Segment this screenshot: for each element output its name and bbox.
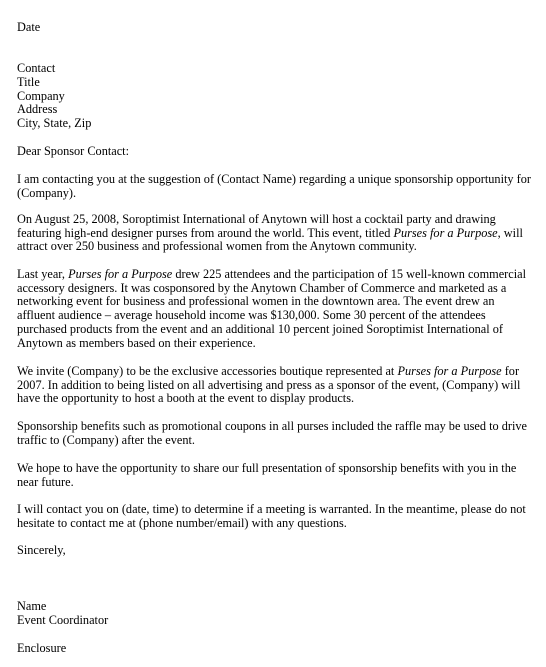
text-run: drew 225 attendees and the participation of 15 well-known commercial <box>172 267 527 281</box>
text-run: featuring high-end designer purses from around the world. This event, titled <box>17 225 394 240</box>
paragraph-1-line: I am contacting you at the suggestion of (Contact Name) regarding a unique sponsorship opportunity for <box>17 172 531 186</box>
recipient-city-state-zip: City, State, Zip <box>17 116 92 130</box>
recipient-contact: Contact <box>17 61 56 75</box>
paragraph-2-line: attract over 250 business and professional women from the Anytown community. <box>17 239 417 254</box>
paragraph-1 <box>17 172 531 200</box>
paragraph-3-line: networking event for business and professional women in the downtown area. The event drew an <box>17 294 495 309</box>
paragraph-2-line: On August 25, 2008, Soroptimist International of Anytown will host a cocktail party and drawing <box>17 212 496 226</box>
enclosure-note: Enclosure <box>17 641 67 655</box>
paragraph-5-line: traffic to (Company) after the event. <box>17 432 196 447</box>
paragraph-6-line: near future. <box>17 474 74 489</box>
signature-title: Event Coordinator <box>17 613 109 627</box>
paragraph-2-line <box>17 227 527 241</box>
recipient-company: Company <box>17 89 65 103</box>
letter-date: Date <box>17 20 41 34</box>
paragraph-3-line <box>17 268 527 282</box>
event-title: Purses for a Purpose <box>397 364 502 378</box>
paragraph-7-line: I will contact you on (date, time) to determine if a meeting is warranted. In the meantime, please do not <box>17 502 526 516</box>
text-run: Last year, <box>17 267 69 281</box>
paragraph-7 <box>17 503 527 530</box>
paragraph-4 <box>17 365 527 406</box>
paragraph-5 <box>17 420 527 447</box>
paragraph-3-line: affluent audience – average household income was $130,000. Some 30 percent of the attendees <box>17 308 486 323</box>
paragraph-3-line: purchased products from the event and an additional 10 percent joined Soroptimist International of <box>17 321 503 336</box>
text-run: We invite (Company) to be the exclusive accessories boutique represented at <box>17 364 398 378</box>
text-run: for <box>501 364 520 378</box>
text-run: , will <box>497 225 523 240</box>
recipient-title: Title <box>17 75 40 89</box>
closing: Sincerely, <box>17 543 66 557</box>
paragraph-1-line: (Company). <box>17 185 77 200</box>
paragraph-2 <box>17 213 527 254</box>
paragraph-4-line <box>17 365 527 379</box>
event-title: Purses for a Purpose <box>393 225 498 240</box>
paragraph-4-line: have the opportunity to host a booth at the event to display products. <box>17 391 355 406</box>
paragraph-7-line: hesitate to contact me at (phone number/email) with any questions. <box>17 515 347 530</box>
paragraph-3-line: accessory designers. It was cosponsored by the Anytown Chamber of Commerce and marketed as a <box>17 280 507 295</box>
salutation: Dear Sponsor Contact: <box>17 144 130 158</box>
paragraph-5-line: Sponsorship benefits such as promotional coupons in all purses included the raffle may be used to drive <box>17 419 527 433</box>
signature-name: Name <box>17 599 47 613</box>
event-title: Purses for a Purpose <box>68 267 173 281</box>
paragraph-3 <box>17 268 527 350</box>
recipient-address: Address <box>17 102 58 116</box>
paragraph-6 <box>17 462 527 489</box>
paragraph-6-line: We hope to have the opportunity to share our full presentation of sponsorship benefits with you in the <box>17 461 517 475</box>
paragraph-4-line: 2007. In addition to being listed on all advertising and press as a sponsor of the event, (Company) will <box>17 377 521 392</box>
paragraph-3-line: Anytown as members based on their experience. <box>17 335 256 350</box>
